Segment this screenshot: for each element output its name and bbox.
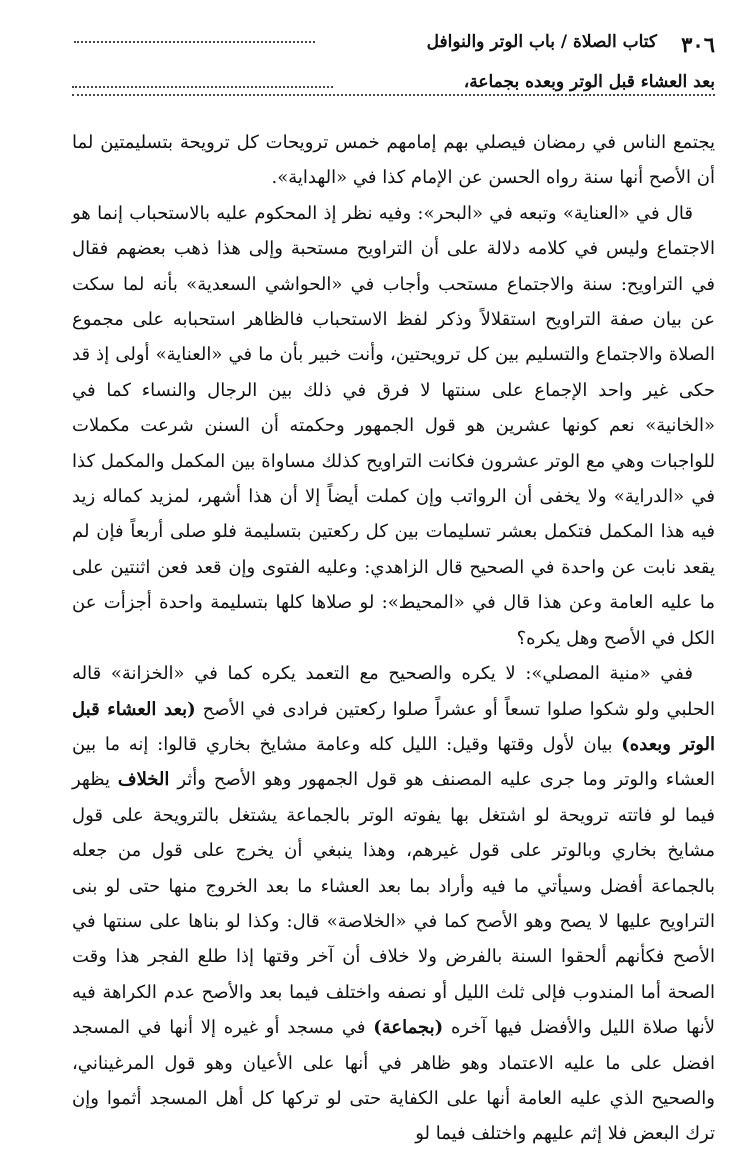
header-dotted-leader [74, 41, 315, 43]
matn-quote: (بعد العشاء قبل الوتر وبعده) [72, 698, 715, 755]
paragraph-text: يظهر فيما لو فاتته ترويحة لو اشتغل بها يفوته الوتر بالجماعة يشتغل بالترويحة على قول مشايخ بخاري وبالوتر على قول غيرهم، وهذا ينبغي أن يخرج على قول من جعله بالجماعة أفضل وسيأتي ما فيه وأراد بما بعد العشاء ما بعد الخروج منها حتى لو بنى التراويح عليها لا يصح وهو الأصح كما في «الخلاصة» قال: وكذا لو بناها على سنتها في الأصح فكأنهم ألحقوا السنة بالفرض ولا خلاف أن آخر وقتها إذا طلع الفجر هذا وقت الصحة أما المندوب فإلى ثلث الليل أو نصفه واختلف فيما بعد والأصح عدم الكراهة فيه لأنها صلاة الليل والأفضل فيها آخره [72, 769, 716, 1039]
page-number: ٣٠٦ [681, 32, 715, 57]
section-heading [72, 72, 715, 92]
paragraph-text: بيان لأول وقتها وقيل: الليل كله وعامة مشايخ بخاري قالوا: إنه ما بين العشاء والوتر وما جرى عليه المصنف هو قول الجمهور وهو الأصح وأثر [72, 733, 715, 791]
paragraph [72, 656, 715, 1152]
paragraph-text: ففي «منية المصلي»: لا يكره والصحيح مع التعمد يكره كما في «الخزانة» قاله الحلبي ولو شكوا صلوا تسعاً أو عشراً صلوا ركعتين فرادى في الأصح [72, 663, 715, 720]
matn-quote: الخلاف [117, 769, 170, 791]
running-title: كتاب الصلاة / باب الوتر والنوافل [426, 32, 657, 52]
section-title: بعد العشاء قبل الوتر وبعده بجماعة، [463, 72, 715, 92]
section-dotted-rule [72, 94, 715, 96]
matn-quote: (بجماعة) [373, 1017, 444, 1039]
paragraph: يجتمع الناس في رمضان فيصلي بهم إمامهم خمس ترويحات كل ترويحة بتسليمتين لما أن الأصح أنها سنة رواه الحسن عن الإمام كذا في «الهداية». [72, 132, 715, 189]
paragraph-text: في مسجد أو غيره إلا أنها في المسجد افضل على ما عليه الاعتماد وهو ظاهر في أنها على الأعيان وهو قول المرغيناني، والصحيح الذي عليه العامة أنها على الكفاية حتى لو تركها كل أهل المسجد أثموا وإن ترك البعض فلا إثم عليهم واختلف فيما لو [72, 1017, 715, 1145]
commentary-body [72, 125, 716, 1145]
page-header [74, 30, 715, 60]
section-title-dotted-leader [72, 86, 333, 88]
paragraph: قال في «العناية» وتبعه في «البحر»: وفيه نظر إذ المحكوم عليه بالاستحباب إنما هو الاجتماع وليس في كلامه دلالة على أن التراويح مستحبة وإلى هذا ذهب بعضهم فقال في التراويح: سنة والاجتماع مستحب وأجاب في «الحواشي السعدية» بأنه لما سكت عن بيان صفة التراويح استقلالاً وذكر لفظ الاستحباب فالظاهر استحبابه على مجموع الصلاة والاجتماع والتسليم بين كل ترويحتين، وأنت خبير بأن ما في «العناية» أولى إذ قد حكى غير واحد الإجماع على سنتها لا فرق في ذلك بين الرجال والنساء كما في «الخانية» نعم كونها عشرين هو قول الجمهور وحكمته أن السنن شرعت مكملات للواجبات وهي مع الوتر عشرون فكانت التراويح كذلك مساواة بين المكمل والمكمل كذا في «الدراية» ولا يخفى أن الرواتب وإن كملت أيضاً إلا أن هذا أشهر، لمزيد كماله زيد فيه هذا المكمل فتكمل بعشر تسليمات بين كل ركعتين بتسليمة فلو صلى أربعاً فإن لم يقعد نابت عن واحدة في الصحيح قال الزاهدي: وعليه الفتوى وإن قعد فعن اثنتين على ما عليه العامة وعن هذا قال في «المحيط»: لو صلاها كلها بتسليمة واحدة أجزأت عن الكل في الأصح وهل يكره؟ [72, 202, 715, 649]
